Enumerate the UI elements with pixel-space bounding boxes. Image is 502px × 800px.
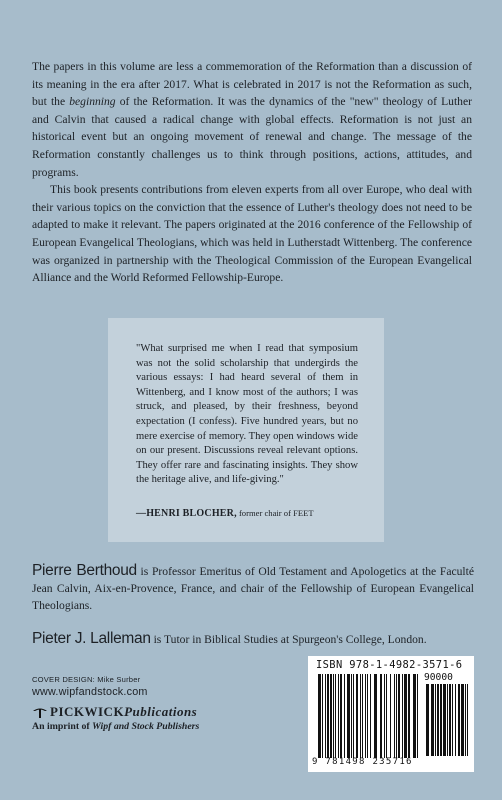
- back-cover-blurb: [32, 58, 472, 287]
- endorsement-box: [108, 318, 384, 542]
- barcode-bar: [396, 674, 397, 758]
- author-bio-lalleman: [32, 630, 474, 648]
- barcode-bar: [437, 684, 439, 756]
- pickaxe-icon: [32, 706, 48, 718]
- barcode-bar: [467, 684, 468, 756]
- barcode-bar: [325, 674, 326, 758]
- barcode-bar: [333, 674, 334, 758]
- barcode-bar: [440, 684, 442, 756]
- isbn-barcode: [308, 656, 474, 772]
- barcode-bar: [340, 674, 342, 758]
- barcode-bar: [367, 674, 368, 758]
- barcode-bar: [398, 674, 400, 758]
- barcode-bar: [435, 684, 436, 756]
- barcode-bar: [380, 674, 382, 758]
- barcode-bar: [322, 674, 323, 758]
- publisher-logo: PICKWICK Publications: [32, 704, 199, 720]
- barcode-bar: [443, 684, 446, 756]
- barcode-bar: [455, 684, 456, 756]
- addon-barcode-bars: [426, 684, 468, 756]
- publisher-credits: [32, 675, 199, 732]
- barcode-bar: [360, 674, 361, 758]
- author-name: Pieter J. Lalleman: [32, 630, 151, 647]
- barcode-bar: [461, 684, 464, 756]
- barcode-bar: [351, 674, 352, 758]
- barcode-bar: [338, 674, 339, 758]
- imprint-line: An imprint of Wipf and Stock Publishers: [32, 721, 200, 732]
- barcode-bar: [426, 684, 429, 756]
- barcode-bar: [431, 684, 434, 756]
- barcode-bar: [447, 684, 448, 756]
- barcode-bar: [370, 674, 371, 758]
- barcode-bar: [335, 674, 336, 758]
- barcode-bar: [394, 674, 395, 758]
- barcode-bar: [330, 674, 332, 758]
- blurb-paragraph-2: This book presents contributions from eleven experts from all over Europe, who deal with their various topics on the conviction that the essence of Luther's theology does not need to be adapted to make it relevant. The papers originated at the 2016 conference of the Fellowship of European Evangelical Theologians, which was held in Lutherstadt Wittenberg. The conference was organized in partnership with the Theological Commission of the European Evangelical Alliance and the World Reformed Fellowship-Europe.: [32, 183, 472, 285]
- barcode-bar: [449, 684, 451, 756]
- blurb-paragraph-1: The papers in this volume are less a commemoration of the Reformation than a discussion of its meaning in the era after 2017. What is celebrated in 2017 is not the Reformation as such, but the beginning of the Reformation. It was the dynamics of the "new" theology of Luther and Calvin that caused a radical change with global effects. Reformation is not just an historical event but an ongoing movement of renewal and change. The message of the Reformation constantly challenges us to think through positions, actions, attitudes, and programs.: [32, 60, 472, 179]
- barcode-bar: [458, 684, 460, 756]
- price-addon-number: 90000: [424, 672, 453, 683]
- barcode-bar: [318, 674, 321, 758]
- barcode-bar: [452, 684, 453, 756]
- barcode-bar: [402, 674, 403, 758]
- barcode-bar: [327, 674, 329, 758]
- barcode-bar: [353, 674, 354, 758]
- endorsement-quote: "What surprised me when I read that symposium was not the solid scholarship that undergirds the various essays: I had heard several of them in Wittenberg, and I know most of the authors; I was struck, and pleased, by their freshness, beyond expectation (I confess). Five hundred years, but no mere exercise of memory. They open windows wide on our present. Discussions reveal relevant options. They offer rare and fascinating insights. They show the heritage alive, and life-giving.": [136, 343, 358, 486]
- barcode-bar: [408, 674, 410, 758]
- barcode-bar: [417, 674, 418, 758]
- barcode-bar: [465, 684, 466, 756]
- barcode-bar: [413, 674, 416, 758]
- barcode-bar: [347, 674, 350, 758]
- author-bio-berthoud: [32, 562, 474, 614]
- barcode-bar: [356, 674, 358, 758]
- barcode-bar: [386, 674, 387, 758]
- emphasis-beginning: beginning: [69, 95, 116, 109]
- author-bio-text: is Professor Emeritus of Old Testament and Apologetics at the Faculté Jean Calvin, Aix-en-Provence, France, and chair of the Fellowship of European Evangelical Theologians.: [32, 565, 474, 612]
- barcode-bar: [404, 674, 407, 758]
- barcode-bar: [362, 674, 363, 758]
- endorser-role: former chair of FEET: [236, 507, 314, 518]
- ean-digits: 9 781498 235716: [312, 757, 413, 767]
- ean-barcode-bars: [318, 674, 418, 758]
- author-name: Pierre Berthoud: [32, 562, 137, 579]
- barcode-bar: [374, 674, 377, 758]
- isbn-number: ISBN 978-1-4982-3571-6: [316, 659, 463, 671]
- author-bio-text: is Tutor in Biblical Studies at Spurgeon's College, London.: [150, 633, 427, 646]
- barcode-bar: [365, 674, 366, 758]
- endorsement-attribution: [136, 506, 358, 522]
- endorser-name: —HENRI BLOCHER,: [136, 507, 237, 519]
- cover-design-credit: COVER DESIGN: Mike Surber: [32, 675, 141, 684]
- barcode-bar: [390, 674, 391, 758]
- barcode-bar: [384, 674, 385, 758]
- publisher-website[interactable]: www.wipfandstock.com: [32, 686, 148, 698]
- barcode-bar: [344, 674, 345, 758]
